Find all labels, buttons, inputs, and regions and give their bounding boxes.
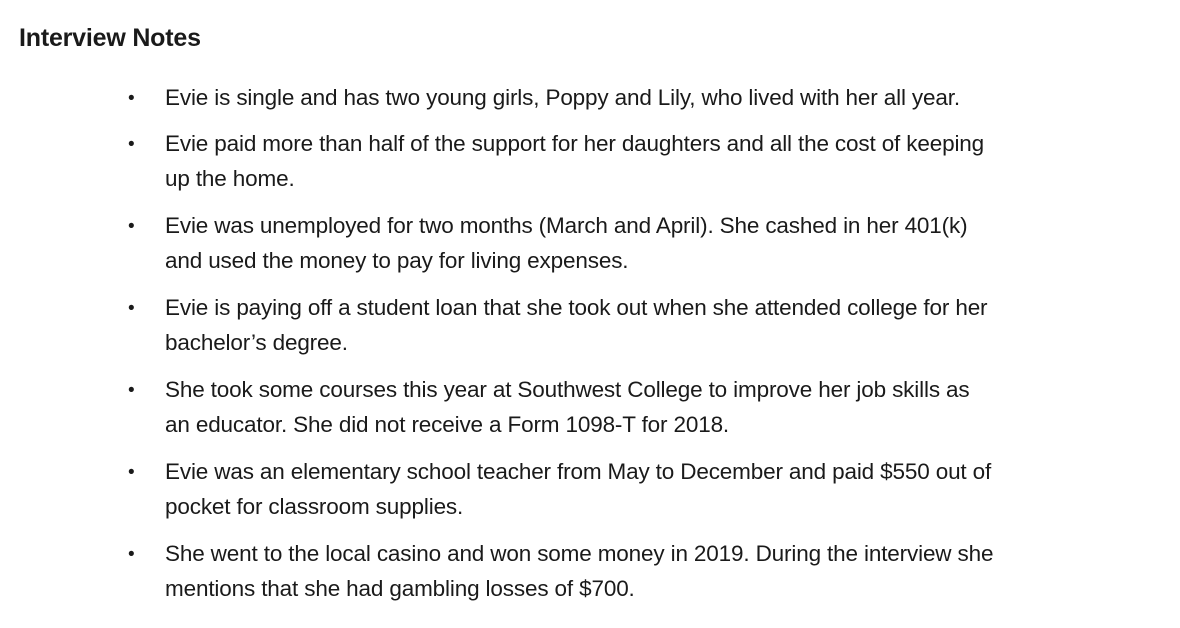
note-text-4-line-2: bachelor’s degree.	[165, 330, 348, 355]
note-text-6-line-1: Evie was an elementary school teacher from May to December and paid $550 out of	[165, 459, 992, 484]
bullet-icon: •	[128, 298, 135, 319]
note-item-1	[0, 80, 1180, 115]
note-text-1-line-1: Evie is single and has two young girls, Poppy and Lily, who lived with her all year.	[165, 85, 960, 110]
note-text-2-line-1: Evie paid more than half of the support for her daughters and all the cost of keeping	[165, 131, 985, 156]
bullet-icon: •	[128, 380, 135, 401]
note-text-7-line-2: mentions that she had gambling losses of $700.	[165, 576, 635, 601]
note-item-6	[0, 454, 1180, 524]
note-item-2	[0, 126, 1180, 196]
note-text-2	[165, 126, 1115, 196]
note-text-1	[165, 80, 1115, 115]
note-text-5-line-2: an educator. She did not receive a Form 1098-T for 2018.	[165, 412, 730, 437]
note-text-4-line-1: Evie is paying off a student loan that she took out when she attended college for her	[165, 295, 988, 320]
note-text-7-line-1: She went to the local casino and won some money in 2019. During the interview she	[165, 541, 994, 566]
note-text-3-line-1: Evie was unemployed for two months (March and April). She cashed in her 401(k)	[165, 213, 968, 238]
note-item-4	[0, 290, 1180, 360]
bullet-icon: •	[128, 216, 135, 237]
note-item-3	[0, 208, 1180, 278]
note-text-3-line-2: and used the money to pay for living expenses.	[165, 248, 629, 273]
note-text-6	[165, 454, 1115, 524]
bullet-icon: •	[128, 462, 135, 483]
bullet-icon: •	[128, 134, 135, 155]
note-text-7	[165, 536, 1115, 606]
note-text-5	[165, 372, 1115, 442]
note-text-2-line-2: up the home.	[165, 166, 295, 191]
bullet-icon: •	[128, 88, 135, 109]
note-item-5	[0, 372, 1180, 442]
note-item-7	[0, 536, 1180, 606]
bullet-icon: •	[128, 544, 135, 565]
page-title: Interview Notes	[19, 24, 201, 52]
note-text-3	[165, 208, 1115, 278]
interview-notes-list	[0, 80, 1180, 618]
note-text-5-line-1: She took some courses this year at Southwest College to improve her job skills as	[165, 377, 970, 402]
note-text-4	[165, 290, 1115, 360]
note-text-6-line-2: pocket for classroom supplies.	[165, 494, 464, 519]
